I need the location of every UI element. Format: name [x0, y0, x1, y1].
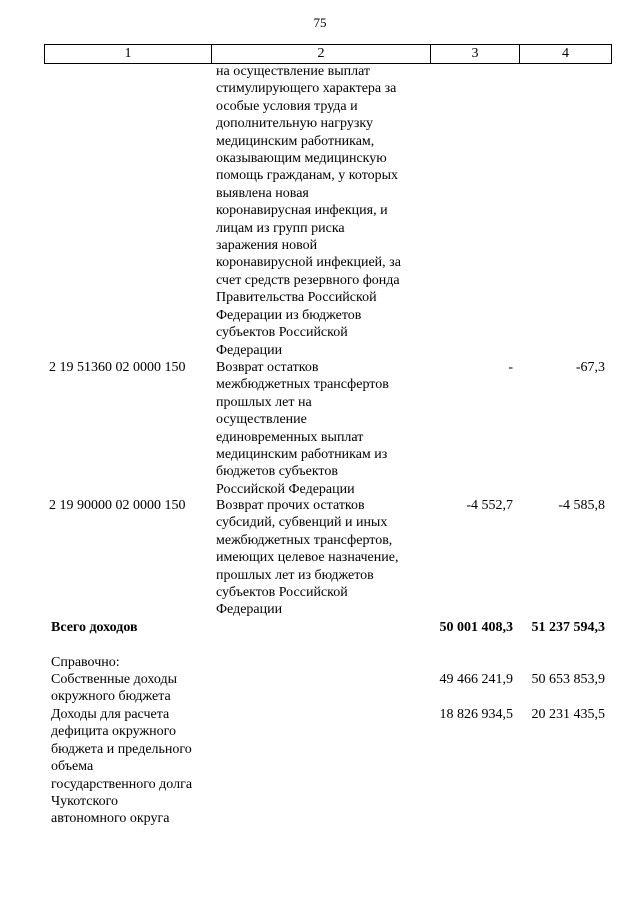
desc-line: имеющих целевое назначение, — [216, 550, 399, 566]
label-line: дефицита окружного — [51, 724, 177, 740]
value-col-4: -4 585,8 — [558, 498, 605, 513]
reference-value-col-4: 50 653 853,9 — [531, 672, 605, 687]
value-col-3: -4 552,7 — [466, 498, 513, 513]
continued-description — [216, 63, 424, 359]
total-col-3: 50 001 408,3 — [439, 620, 513, 635]
header-col-3: 3 — [431, 45, 520, 63]
desc-line: счет средств резервного фонда — [216, 272, 400, 288]
budget-code: 2 19 90000 02 0000 150 — [49, 498, 186, 513]
desc-line: субъектов Российской — [216, 585, 348, 601]
desc-line: Федерации — [216, 602, 283, 618]
desc-line: коронавирусной инфекцией, за — [216, 255, 401, 271]
desc-line: субсидий, субвенций и иных — [216, 515, 388, 531]
reference-item-label — [51, 671, 216, 706]
reference-value-col-3: 49 466 241,9 — [439, 672, 513, 687]
header-col-1: 1 — [45, 45, 212, 63]
header-col-4: 4 — [562, 46, 569, 61]
label-line: бюджета и предельного — [51, 741, 192, 757]
desc-line: Возврат прочих остатков — [216, 498, 365, 513]
desc-line: межбюджетных трансфертов, — [216, 532, 393, 548]
page-number: 75 — [313, 15, 327, 30]
label-line: окружного бюджета — [51, 689, 171, 705]
desc-line: помощь гражданам, у которых — [216, 168, 399, 184]
label-line: государственного долга — [51, 776, 193, 792]
desc-line: Возврат остатков — [216, 360, 319, 375]
desc-line: заражения новой — [216, 238, 318, 254]
desc-line: субъектов Российской — [216, 325, 348, 341]
desc-line: оказывающим медицинскую — [216, 151, 387, 167]
desc-line: выявлена новая — [216, 185, 309, 201]
desc-line: стимулирующего характера за — [216, 81, 397, 97]
total-label: Всего доходов — [51, 620, 138, 635]
desc-line: на осуществление выплат — [216, 64, 371, 79]
label-line: Доходы для расчета — [51, 707, 170, 722]
header-col-2: 2 — [212, 45, 431, 63]
desc-line: прошлых лет из бюджетов — [216, 567, 374, 583]
desc-line: лицам из групп риска — [216, 220, 345, 236]
reference-item-label — [51, 706, 216, 828]
label-line: Чукотского — [51, 794, 118, 810]
desc-line: медицинским работникам из — [216, 447, 388, 463]
desc-line: особые условия труда и — [216, 98, 358, 114]
desc-line: Федерации из бюджетов — [216, 307, 362, 323]
label-line: Собственные доходы — [51, 672, 178, 687]
desc-line: межбюджетных трансфертов — [216, 377, 389, 393]
desc-line: Правительства Российской — [216, 290, 377, 306]
budget-code: 2 19 51360 02 0000 150 — [49, 360, 186, 375]
desc-line: медицинским работникам, — [216, 133, 375, 149]
desc-line: Российской Федерации — [216, 481, 355, 497]
desc-line: осуществление — [216, 412, 307, 428]
value-col-4: -67,3 — [575, 360, 605, 375]
row-description — [216, 497, 424, 619]
row-description — [216, 359, 424, 498]
desc-line: дополнительную нагрузку — [216, 116, 373, 132]
total-col-4: 51 237 594,3 — [531, 620, 605, 635]
reference-value-col-4: 20 231 435,5 — [531, 707, 605, 722]
desc-line: коронавирусная инфекция, и — [216, 203, 388, 219]
desc-line: бюджетов субъектов — [216, 464, 338, 480]
label-line: автономного округа — [51, 811, 170, 827]
desc-line: единовременных выплат — [216, 429, 364, 445]
desc-line: Федерации — [216, 342, 283, 358]
reference-heading: Справочно: — [51, 655, 120, 670]
reference-value-col-3: 18 826 934,5 — [439, 707, 513, 722]
label-line: объема — [51, 759, 94, 775]
desc-line: прошлых лет на — [216, 394, 312, 410]
table-header — [44, 44, 612, 64]
value-col-3: - — [508, 360, 513, 375]
